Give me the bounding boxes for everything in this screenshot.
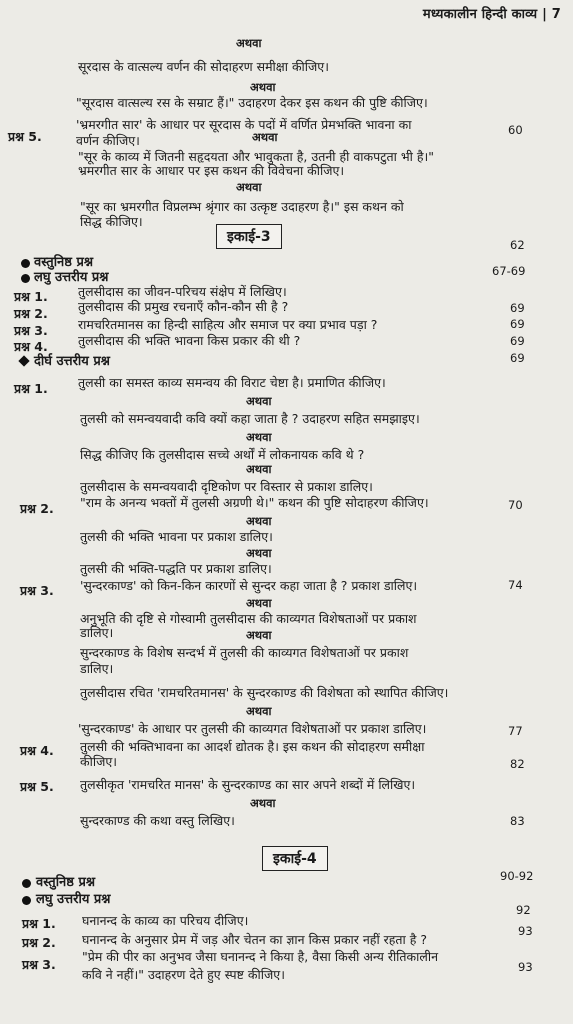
athva-separator: अथवा xyxy=(246,596,272,610)
question-text: कवि ने नहीं।" उदाहरण देते हुए स्पष्ट कीजिए। xyxy=(82,967,285,982)
page-number: 82 xyxy=(510,757,525,771)
question-text: तुलसीदास की प्रमुख रचनाएँ कौन-कौन सी है ? xyxy=(78,299,289,314)
athva-separator: अथवा xyxy=(236,36,262,50)
question-text: डालिए। xyxy=(80,625,114,640)
unit-heading: इकाई-4 xyxy=(262,846,328,871)
bullet-icon xyxy=(22,879,31,888)
page-number: 69 xyxy=(510,351,525,365)
question-text: सुन्दरकाण्ड की कथा वस्तु लिखिए। xyxy=(80,813,235,828)
bullet-icon xyxy=(21,259,30,268)
question-text: "सूर के काव्य में जितनी सहृदयता और भावुकता है, उतनी ही वाकपटुता भी है।" xyxy=(78,149,434,164)
question-text: घनानन्द के काव्य का परिचय दीजिए। xyxy=(82,913,249,928)
athva-separator: अथवा xyxy=(246,546,272,560)
question-text: सिद्ध कीजिए। xyxy=(80,214,143,229)
question-text: 'सुन्दरकाण्ड' के आधार पर तुलसी की काव्यगत विशेषताओं पर प्रकाश डालिए। xyxy=(78,721,427,736)
page-number: 62 xyxy=(510,238,525,252)
athva-separator: अथवा xyxy=(246,394,272,408)
question-text: सिद्ध कीजिए कि तुलसीदास सच्चे अर्थों में लोकनायक कवि थे ? xyxy=(80,447,365,462)
question-text: भ्रमरगीत सार के आधार पर इस कथन की विवेचना कीजिए। xyxy=(78,163,345,178)
section-heading-short: लघु उत्तरीय प्रश्न xyxy=(34,270,109,285)
question-label: प्रश्न 3. xyxy=(14,323,48,338)
question-label: प्रश्न 1. xyxy=(14,381,48,396)
question-text: तुलसीदास के समन्वयवादी दृष्टिकोण पर विस्तार से प्रकाश डालिए। xyxy=(80,479,373,494)
question-text: वर्णन कीजिए। xyxy=(76,133,140,148)
question-text: "राम के अनन्य भक्तों में तुलसी अग्रणी थे।" कथन की पुष्टि सोदाहरण कीजिए। xyxy=(80,495,429,510)
question-label: प्रश्न 5. xyxy=(8,129,42,144)
question-text: डालिए। xyxy=(80,661,114,676)
question-text: तुलसी की भक्ति-पद्धति पर प्रकाश डालिए। xyxy=(80,561,272,576)
unit-heading: इकाई-3 xyxy=(216,224,282,249)
question-text: 'सुन्दरकाण्ड' को किन-किन कारणों से सुन्दर कहा जाता है ? प्रकाश डालिए। xyxy=(80,578,418,593)
page-number: 70 xyxy=(508,498,523,512)
athva-separator: अथवा xyxy=(246,628,272,642)
question-text: "सूर का भ्रमरगीत विप्रलम्भ श्रृंगार का उत्कृष्ट उदाहरण है।" इस कथन को xyxy=(80,199,404,214)
page-range: 90-92 xyxy=(500,869,534,883)
question-text: तुलसीदास का जीवन-परिचय संक्षेप में लिखिए। xyxy=(78,284,287,299)
question-text: अनुभूति की दृष्टि से गोस्वामी तुलसीदास की काव्यगत विशेषताओं पर प्रकाश xyxy=(80,611,417,626)
question-label: प्रश्न 4. xyxy=(14,339,48,354)
page-number: 74 xyxy=(508,578,523,592)
section-heading-objective: वस्तुनिष्ठ प्रश्न xyxy=(36,875,96,890)
question-label: प्रश्न 4. xyxy=(20,743,54,758)
page-number: 83 xyxy=(510,814,525,828)
page-number: 93 xyxy=(518,924,533,938)
question-text: तुलसीदास की भक्ति भावना किस प्रकार की थी ? xyxy=(78,333,301,348)
athva-separator: अथवा xyxy=(236,180,262,194)
question-label: प्रश्न 3. xyxy=(20,583,54,598)
question-text: रामचरितमानस का हिन्दी साहित्य और समाज पर क्या प्रभाव पड़ा ? xyxy=(78,317,378,332)
question-text: तुलसीदास रचित 'रामचरितमानस' के सुन्दरकाण्ड की विशेषता को स्थापित कीजिए। xyxy=(80,685,449,700)
bullet-icon xyxy=(21,274,30,283)
question-label: प्रश्न 2. xyxy=(20,501,54,516)
question-text: तुलसी की भक्तिभावना का आदर्श द्योतक है। इस कथन की सोदाहरण समीक्षा xyxy=(80,739,425,754)
athva-separator: अथवा xyxy=(246,514,272,528)
question-text: सुन्दरकाण्ड के विशेष सन्दर्भ में तुलसी की काव्यगत विशेषताओं पर प्रकाश xyxy=(80,645,409,660)
bullet-icon xyxy=(22,896,31,905)
page-number: 69 xyxy=(510,334,525,348)
question-text: सूरदास के वात्सल्य वर्णन की सोदाहरण समीक्षा कीजिए। xyxy=(78,59,329,74)
page-number: 93 xyxy=(518,960,533,974)
page-number: 77 xyxy=(508,724,523,738)
section-heading-short: लघु उत्तरीय प्रश्न xyxy=(36,892,111,907)
question-text: तुलसी का समस्त काव्य समन्वय की विराट चेष्टा है। प्रमाणित कीजिए। xyxy=(78,375,386,390)
page-number: 92 xyxy=(516,903,531,917)
running-header: मध्यकालीन हिन्दी काव्य | 7 xyxy=(422,7,561,22)
question-text: घनानन्द के अनुसार प्रेम में जड़ और चेतन का ज्ञान किस प्रकार नहीं रहता है ? xyxy=(82,932,427,947)
athva-separator: अथवा xyxy=(246,430,272,444)
athva-separator: अथवा xyxy=(246,462,272,476)
question-text: तुलसी की भक्ति भावना पर प्रकाश डालिए। xyxy=(80,529,273,544)
question-text: "सूरदास वात्सल्य रस के सम्राट हैं।" उदाहरण देकर इस कथन की पुष्टि कीजिए। xyxy=(76,95,428,110)
section-heading-long: दीर्घ उत्तरीय प्रश्न xyxy=(34,354,110,369)
question-label: प्रश्न 1. xyxy=(14,289,48,304)
question-text: तुलसी को समन्वयवादी कवि क्यों कहा जाता है ? उदाहरण सहित समझाइए। xyxy=(80,411,420,426)
question-label: प्रश्न 1. xyxy=(22,916,56,931)
question-text: तुलसीकृत 'रामचरित मानस' के सुन्दरकाण्ड का सार अपने शब्दों में लिखिए। xyxy=(80,777,416,792)
question-label: प्रश्न 3. xyxy=(22,957,56,972)
question-text: 'भ्रमरगीत सार' के आधार पर सूरदास के पदों में वर्णित प्रेमभक्ति भावना का xyxy=(76,117,412,132)
athva-separator: अथवा xyxy=(252,130,278,144)
question-label: प्रश्न 2. xyxy=(14,306,48,321)
page-number: 60 xyxy=(508,123,523,137)
diamond-bullet-icon xyxy=(18,355,29,366)
athva-separator: अथवा xyxy=(250,796,276,810)
question-label: प्रश्न 5. xyxy=(20,779,54,794)
section-heading-objective: वस्तुनिष्ठ प्रश्न xyxy=(34,255,94,270)
question-text: कीजिए। xyxy=(80,754,118,769)
athva-separator: अथवा xyxy=(246,704,272,718)
page-number: 69 xyxy=(510,317,525,331)
page-number: 69 xyxy=(510,301,525,315)
page-range: 67-69 xyxy=(492,264,526,278)
question-label: प्रश्न 2. xyxy=(22,935,56,950)
athva-separator: अथवा xyxy=(250,80,276,94)
question-text: "प्रेम की पीर का अनुभव जैसा घनानन्द ने किया है, वैसा किसी अन्य रीतिकालीन xyxy=(82,949,439,964)
